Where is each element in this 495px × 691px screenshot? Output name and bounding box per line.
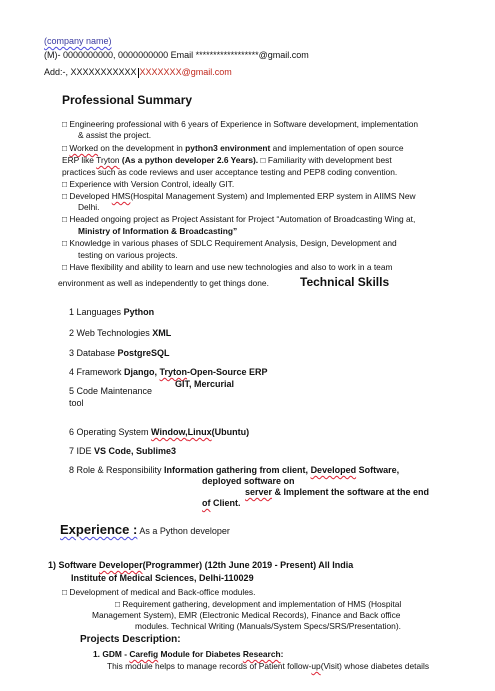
- bullet-icon: □: [62, 587, 68, 597]
- projects-title: Projects Description:: [80, 634, 181, 645]
- summary-item-1: □ Engineering professional with 6 years of Experience in Software development, implementation: [62, 119, 419, 129]
- skill-framework: 4 Framework Django, Tryton-Open-Source ERP: [69, 367, 268, 377]
- summary-item-2-line2: ERP like Tryton (As a python developer 2.6 Years). □ Familiarity with development best: [62, 155, 392, 165]
- experience-subtitle: As a Python developer: [137, 526, 230, 536]
- bullet-icon: □: [62, 262, 68, 272]
- project-1-title: 1. GDM - Carefig Module for Diabetes Research:: [93, 649, 284, 659]
- job-duty-2-line2: Management System), EMR (Electronic Medical Records), Finance and Back office: [92, 610, 401, 620]
- text-cursor: [138, 68, 139, 78]
- summary-item-4: □ Developed HMS(Hospital Management System) and Implemented ERP system in AIIMS New: [62, 191, 416, 201]
- skill-vcs-label-cont: tool: [69, 398, 84, 408]
- job-duty-2-line3: modules. Technical Writing (Manuals/System Specs/SRS/Presentation).: [135, 621, 401, 631]
- experience-heading: [60, 521, 230, 539]
- secondary-email: XXXXXXX@gmail.com: [139, 67, 232, 77]
- summary-item-5: □ Headed ongoing project as Project Assistant for Project “Automation of Broadcasting Wing at,: [62, 214, 416, 224]
- skill-role: 8 Role & Responsibility Information gathering from client, Developed Software,: [69, 465, 400, 475]
- skill-languages: 1 Languages Python: [69, 307, 155, 317]
- skill-database: 3 Database PostgreSQL: [69, 348, 170, 358]
- skill-ide: 7 IDE VS Code, Sublime3: [69, 446, 177, 456]
- address-line: [44, 67, 232, 78]
- mobile-label: (M)- 0000000000, 0000000000 Email: [44, 50, 196, 60]
- bullet-icon: □: [62, 191, 68, 201]
- experience-title: Experience :: [60, 522, 138, 537]
- summary-item-1-cont: & assist the project.: [78, 130, 152, 140]
- summary-item-7: □ Have flexibility and ability to learn and use new technologies and also to work in a team: [62, 262, 393, 272]
- summary-item-3: □ Experience with Version Control, ideally GIT.: [62, 179, 235, 189]
- summary-item-7-cont: environment as well as independently to get things done.: [58, 278, 269, 288]
- skill-vcs-value: GIT, Mercurial: [175, 379, 235, 389]
- address-label: Add:-, XXXXXXXXXXX: [44, 67, 137, 77]
- job-title: 1) Software Developer(Programmer) (12th June 2019 - Present) All India: [48, 560, 354, 570]
- skill-role-line4: of Client.: [202, 498, 241, 508]
- bullet-icon: □: [62, 119, 68, 129]
- summary-item-2-line3: practices such as code reviews and user acceptance testing and PEP8 coding convention.: [62, 167, 398, 177]
- summary-item-5-cont: Ministry of Information & Broadcasting”: [78, 226, 238, 236]
- summary-item-6-cont: testing on various projects.: [78, 250, 178, 260]
- job-duty-1: □ Development of medical and Back-office modules.: [62, 587, 256, 597]
- project-1-description: This module helps to manage records of Patient follow-up(Visit) whose diabetes details: [107, 661, 430, 671]
- skill-vcs-label: 5 Code Maintenance: [69, 386, 153, 396]
- bullet-icon: □: [62, 238, 68, 248]
- bullet-icon: □: [62, 214, 68, 224]
- job-duty-2: □ Requirement gathering, development and implementation of HMS (Hospital: [115, 599, 402, 609]
- bullet-icon: □: [62, 143, 68, 153]
- skill-os: 6 Operating System Window,Linux(Ubuntu): [69, 427, 250, 437]
- job-organization: Institute of Medical Sciences, Delhi-110029: [71, 573, 254, 583]
- bullet-icon: □: [62, 179, 68, 189]
- skill-role-line3: server & Implement the software at the end: [245, 487, 430, 497]
- skill-role-line2: deployed software on: [202, 476, 295, 486]
- summary-title: Professional Summary: [62, 93, 193, 107]
- company-name: (company name): [44, 36, 112, 46]
- summary-item-6: □ Knowledge in various phases of SDLC Requirement Analysis, Design, Development and: [62, 238, 397, 248]
- summary-item-2: □ Worked on the development in python3 environment and implementation of open source: [62, 143, 404, 153]
- summary-item-4-cont: Delhi.: [78, 202, 100, 212]
- skill-web: 2 Web Technologies XML: [69, 328, 172, 338]
- email-mask: ******************@gmail.com: [195, 50, 309, 60]
- contact-line: [44, 50, 309, 61]
- skills-title: Technical Skills: [300, 275, 390, 289]
